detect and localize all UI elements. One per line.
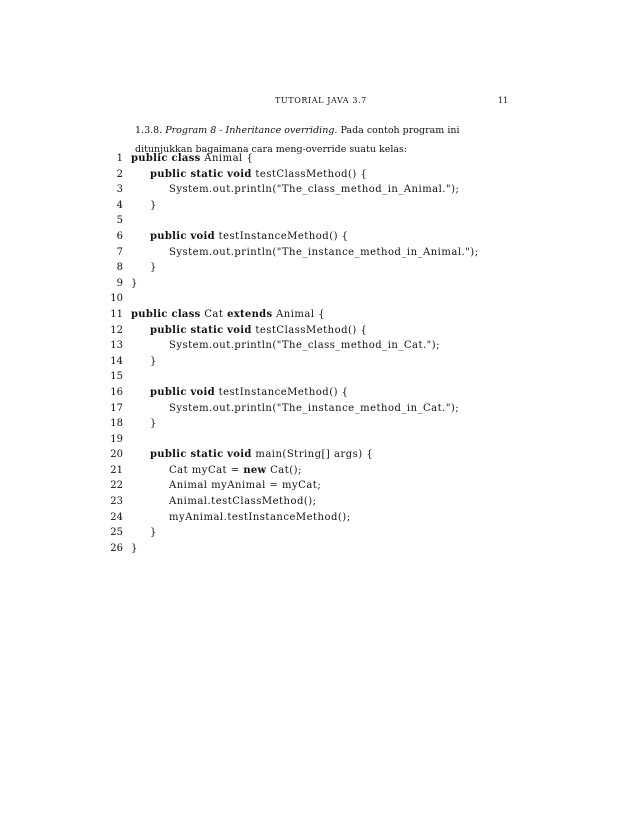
line-number: 1	[116, 153, 123, 164]
code-text	[131, 541, 138, 557]
code-keyword: class	[171, 308, 201, 320]
code-keyword: new	[243, 464, 267, 476]
code-line	[0, 447, 638, 463]
code-line	[0, 416, 638, 432]
code-text	[150, 229, 349, 245]
code-token: System.out.println("The_class_method_in_Animal.");	[169, 184, 460, 196]
line-number: 15	[110, 371, 123, 383]
code-line	[0, 260, 638, 276]
code-line	[0, 323, 638, 339]
code-text	[150, 260, 157, 276]
code-text	[150, 525, 157, 541]
code-token: Animal.testClassMethod();	[169, 496, 317, 508]
code-text	[169, 510, 351, 526]
line-number: 4	[116, 199, 123, 211]
line-number: 8	[116, 262, 123, 274]
code-token: Animal {	[200, 153, 254, 164]
code-token: Cat myCat =	[169, 464, 244, 476]
code-line	[0, 229, 638, 245]
code-line	[0, 354, 638, 370]
code-line	[0, 307, 638, 323]
code-keyword: void	[227, 324, 252, 336]
code-token: main(String[] args) {	[251, 449, 374, 461]
line-number: 21	[110, 464, 123, 476]
code-keyword: static	[190, 324, 224, 336]
code-keyword: public	[150, 230, 187, 242]
code-text	[169, 338, 440, 354]
code-keyword: void	[190, 386, 215, 398]
code-token: }	[131, 277, 138, 289]
section-title: Program 8 - Inheritance overriding.	[165, 125, 338, 136]
line-number: 6	[116, 230, 123, 242]
code-line	[0, 151, 638, 167]
code-token: Animal {	[272, 308, 326, 320]
code-token: }	[150, 527, 157, 539]
code-keyword: public	[150, 168, 187, 180]
code-token: }	[150, 355, 157, 367]
code-text	[169, 245, 479, 261]
code-text	[150, 354, 157, 370]
code-line	[0, 525, 638, 541]
code-token: }	[150, 199, 157, 211]
code-listing	[0, 151, 638, 556]
code-text	[150, 198, 157, 214]
line-number: 13	[110, 340, 123, 352]
code-line	[0, 167, 638, 183]
code-text	[169, 401, 459, 417]
code-text	[169, 182, 459, 198]
code-line	[0, 276, 638, 292]
code-text	[131, 307, 325, 323]
code-token: testInstanceMethod() {	[214, 230, 349, 242]
line-number: 9	[116, 277, 123, 289]
line-number: 7	[116, 246, 123, 258]
code-keyword: static	[190, 168, 224, 180]
code-token: System.out.println("The_instance_method_in_Cat.");	[169, 402, 460, 414]
line-number: 14	[110, 355, 123, 367]
code-token: Animal myAnimal = myCat;	[169, 480, 322, 492]
code-text	[169, 478, 321, 494]
code-text	[150, 323, 367, 339]
code-line	[0, 198, 638, 214]
code-line	[0, 463, 638, 479]
line-number: 5	[116, 215, 123, 227]
code-line	[0, 478, 638, 494]
code-keyword: void	[227, 168, 252, 180]
line-number: 20	[110, 449, 123, 461]
code-line	[0, 291, 638, 307]
line-number: 17	[110, 402, 123, 414]
running-header	[0, 96, 638, 110]
code-keyword: void	[227, 449, 252, 461]
line-number: 2	[116, 168, 123, 180]
line-number: 16	[110, 386, 123, 398]
code-line	[0, 541, 638, 557]
code-text	[150, 447, 373, 463]
code-line	[0, 401, 638, 417]
code-text	[150, 385, 349, 401]
code-keyword: public	[131, 308, 168, 320]
code-line	[0, 213, 638, 229]
line-number: 26	[110, 542, 123, 554]
code-keyword: static	[190, 449, 224, 461]
section-text: Pada contoh program ini ditunjukkan bagaimana cara meng-override suatu kelas:	[135, 125, 460, 155]
line-number: 18	[110, 418, 123, 430]
code-line	[0, 494, 638, 510]
code-keyword: class	[171, 153, 201, 164]
code-token: testInstanceMethod() {	[214, 386, 349, 398]
section-number: 1.3.8.	[135, 125, 163, 136]
code-text	[169, 494, 317, 510]
code-text	[131, 151, 253, 167]
line-number: 3	[116, 184, 123, 196]
code-text	[150, 167, 367, 183]
code-line	[0, 432, 638, 448]
code-token: Cat();	[266, 464, 302, 476]
code-token: System.out.println("The_instance_method_in_Animal.");	[169, 246, 479, 258]
line-number: 10	[110, 293, 123, 305]
code-line	[0, 510, 638, 526]
line-number: 19	[110, 433, 123, 445]
code-token: testClassMethod() {	[251, 324, 368, 336]
code-keyword: public	[150, 324, 187, 336]
code-line	[0, 182, 638, 198]
code-token: }	[150, 262, 157, 274]
code-line	[0, 385, 638, 401]
code-text	[150, 416, 157, 432]
code-text	[131, 276, 138, 292]
code-token: }	[131, 542, 138, 554]
line-number: 22	[110, 480, 123, 492]
code-token: testClassMethod() {	[251, 168, 368, 180]
line-number: 12	[110, 324, 123, 336]
header-title: TUTORIAL JAVA 3.7	[275, 96, 367, 105]
line-number: 24	[110, 511, 123, 523]
line-number: 25	[110, 527, 123, 539]
code-keyword: extends	[227, 308, 273, 320]
code-token: System.out.println("The_class_method_in_Cat.");	[169, 340, 441, 352]
code-keyword: public	[150, 386, 187, 398]
code-token: myAnimal.testInstanceMethod();	[169, 511, 351, 523]
line-number: 23	[110, 496, 123, 508]
line-number: 11	[110, 308, 123, 320]
code-keyword: public	[150, 449, 187, 461]
code-keyword: public	[131, 153, 168, 164]
page-number: 11	[498, 96, 509, 105]
code-token: Cat	[200, 308, 228, 320]
code-line	[0, 245, 638, 261]
code-keyword: void	[190, 230, 215, 242]
code-text	[169, 463, 302, 479]
code-line	[0, 338, 638, 354]
code-token: }	[150, 418, 157, 430]
code-line	[0, 369, 638, 385]
